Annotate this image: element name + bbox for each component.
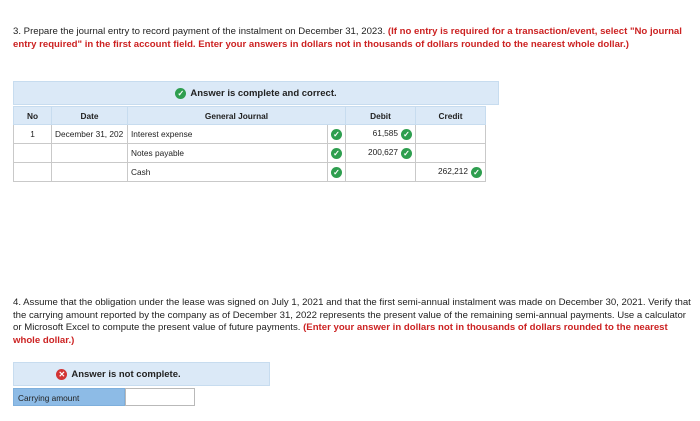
question-3-text <box>13 26 693 51</box>
carrying-amount-input[interactable] <box>125 388 195 406</box>
answer-status-banner-2 <box>13 362 270 386</box>
account-select[interactable]: Cash <box>128 163 328 182</box>
header-debit: Debit <box>346 107 416 125</box>
journal-table <box>13 106 486 182</box>
credit-input[interactable] <box>416 144 486 163</box>
row-number <box>14 163 52 182</box>
header-general-journal: General Journal <box>128 107 346 125</box>
table-row <box>14 125 486 144</box>
credit-input[interactable] <box>416 125 486 144</box>
date-select[interactable]: December 31, 202 <box>52 125 128 144</box>
credit-input[interactable] <box>416 163 486 182</box>
row-number: 1 <box>14 125 52 144</box>
table-row <box>14 163 486 182</box>
question-4-text <box>13 297 693 347</box>
carrying-amount-row <box>13 388 195 406</box>
debit-input[interactable] <box>346 144 416 163</box>
check-circle-icon: ✓ <box>331 148 342 159</box>
check-circle-icon: ✓ <box>331 129 342 140</box>
question-4-prompt: 4. Assume that the obligation under the lease was signed on July 1, 2021 and that the first semi-annual instalment was made on December 30, 2021. Verify that the carrying amount reported by the company as of December 31, 2022 represents the present value of the remaining semi-annual payments. Use a calculator or Microsoft Excel to compute the present value of future payments. <box>13 297 691 333</box>
debit-input[interactable] <box>346 125 416 144</box>
answer-status-text-2: Answer is not complete. <box>71 368 181 380</box>
check-circle-icon: ✓ <box>401 129 412 140</box>
carrying-amount-label: Carrying amount <box>13 388 125 406</box>
account-select[interactable]: Interest expense <box>128 125 328 144</box>
date-select[interactable] <box>52 144 128 163</box>
debit-input[interactable] <box>346 163 416 182</box>
debit-value: 200,627 <box>368 147 398 158</box>
account-status <box>328 144 346 163</box>
date-select[interactable] <box>52 163 128 182</box>
account-status <box>328 125 346 144</box>
check-circle-icon: ✓ <box>471 167 482 178</box>
x-circle-icon: ✕ <box>56 369 67 380</box>
row-number <box>14 144 52 163</box>
question-3-instruction: (If no entry is required for a transaction/event, select "No journal entry required" in the first account field. Enter your answers in dollars not in thousands of dollars rounded to the nearest whole dollar.) <box>13 26 682 50</box>
answer-status-banner <box>13 81 499 105</box>
check-circle-icon: ✓ <box>175 88 186 99</box>
question-4-instruction: (Enter your answer in dollars not in thousands of dollars rounded to the nearest whole dollar.) <box>13 322 668 346</box>
header-date: Date <box>52 107 128 125</box>
header-credit: Credit <box>416 107 486 125</box>
header-no: No <box>14 107 52 125</box>
account-select[interactable]: Notes payable <box>128 144 328 163</box>
credit-value: 262,212 <box>438 166 468 177</box>
check-circle-icon: ✓ <box>331 167 342 178</box>
account-status <box>328 163 346 182</box>
debit-value: 61,585 <box>372 128 398 139</box>
check-circle-icon: ✓ <box>401 148 412 159</box>
table-row <box>14 144 486 163</box>
question-3-prompt: 3. Prepare the journal entry to record payment of the instalment on December 31, 2023. <box>13 26 388 37</box>
answer-status-text: Answer is complete and correct. <box>190 87 337 99</box>
journal-header-row <box>14 107 486 125</box>
